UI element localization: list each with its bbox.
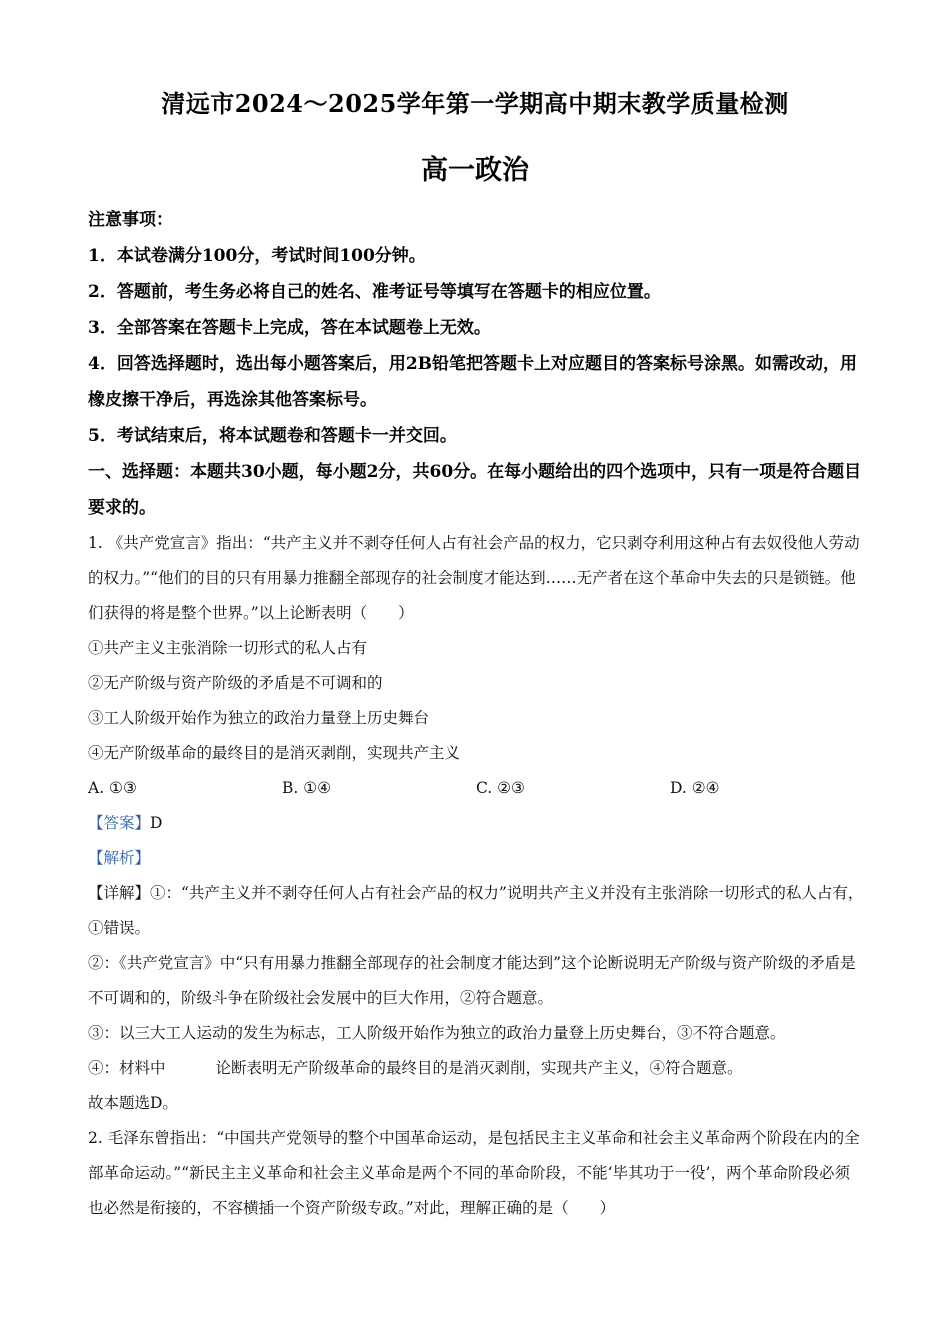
detail-paragraph: ③：以三大工人运动的发生为标志，工人阶级开始作为独立的政治力量登上历史舞台，③不符合题意。 [88,1024,786,1042]
option-c: C. ②③ [476,779,525,797]
question-1-statement: ④无产阶级革命的最终目的是消灭剥削，实现共产主义 [88,744,461,762]
detail-paragraph: ②：《共产党宣言》中“只有用暴力推翻全部现存的社会制度才能达到”这个论断说明无产阶级与资产阶级的矛盾是不可调和的，阶级斗争在阶级社会发展中的巨大作用，②符合题意。 [88,954,856,1007]
option-d: D. ②④ [670,779,720,797]
detail-paragraph [88,1051,864,1086]
notice-item: 5．考试结束后，将本试题卷和答题卡一并交回。 [88,426,457,446]
document-body [88,202,864,1226]
question-1-statement: ②无产阶级与资产阶级的矛盾是不可调和的 [88,674,383,692]
conclusion: 故本题选D。 [88,1094,178,1112]
question-1-options [88,771,864,806]
question-1-stem: 1. 《共产党宣言》指出：“共产主义并不剥夺任何人占有社会产品的权力，它只剥夺利用这种占有去奴役他人劳动的权力。”“他们的目的只有用暴力推翻全部现存的社会制度才能达到……无产者在这个革命中失去的只是锁链。他们获得的将是整个世界。”以上论断表明（ ） [88,534,860,622]
option-b: B. ①④ [282,779,332,797]
section-heading: 一、选择题：本题共30小题，每小题2分，共60分。在每小题给出的四个选项中，只有一项是符合题目要求的。 [88,462,862,518]
notice-item: 2．答题前，考生务必将自己的姓名、准考证号等填写在答题卡的相应位置。 [88,282,661,302]
analysis-tag: 【解析】 [88,849,151,867]
notice-item: 4．回答选择题时，选出每小题答案后，用2B铅笔把答题卡上对应题目的答案标号涂黑。如需改动，用橡皮擦干净后，再选涂其他答案标号。 [88,354,858,410]
detail-paragraph: 【详解】①：“共产主义并不剥夺任何人占有社会产品的权力”说明共产主义并没有主张消除一切形式的私人占有，①错误。 [88,884,864,937]
notice-heading: 注意事项： [88,210,173,230]
notice-item: 3．全部答案在答题卡上完成，答在本试题卷上无效。 [88,318,491,338]
question-2-stem: 2. 毛泽东曾指出：“中国共产党领导的整个中国革命运动，是包括民主主义革命和社会主义革命两个阶段在内的全部革命运动。”“新民主主义革命和社会主义革命是两个不同的革命阶段，不能‘毕其功于一役’，两个革命阶段必须也必然是衔接的，不容横插一个资产阶级专政。”对此，理解正确的是（ ） [88,1129,860,1217]
question-1-statement: ③工人阶级开始作为独立的政治力量登上历史舞台 [88,709,430,727]
question-1-statement: ①共产主义主张消除一切形式的私人占有 [88,639,368,657]
answer-value: D [150,814,163,832]
option-a: A. ①③ [88,779,137,797]
detail-4-text: 论断表明无产阶级革命的最终目的是消灭剥削，实现共产主义，④符合题意。 [215,1059,743,1077]
detail-4-lead: ④：材料中 [88,1059,166,1077]
notice-item: 1．本试卷满分100分，考试时间100分钟。 [88,246,426,266]
exam-subject: 高一政治 [421,155,529,186]
answer-tag: 【答案】 [88,814,151,832]
answer-line [88,806,864,841]
exam-title: 清远市2024～2025学年第一学期高中期末教学质量检测 [161,89,789,118]
